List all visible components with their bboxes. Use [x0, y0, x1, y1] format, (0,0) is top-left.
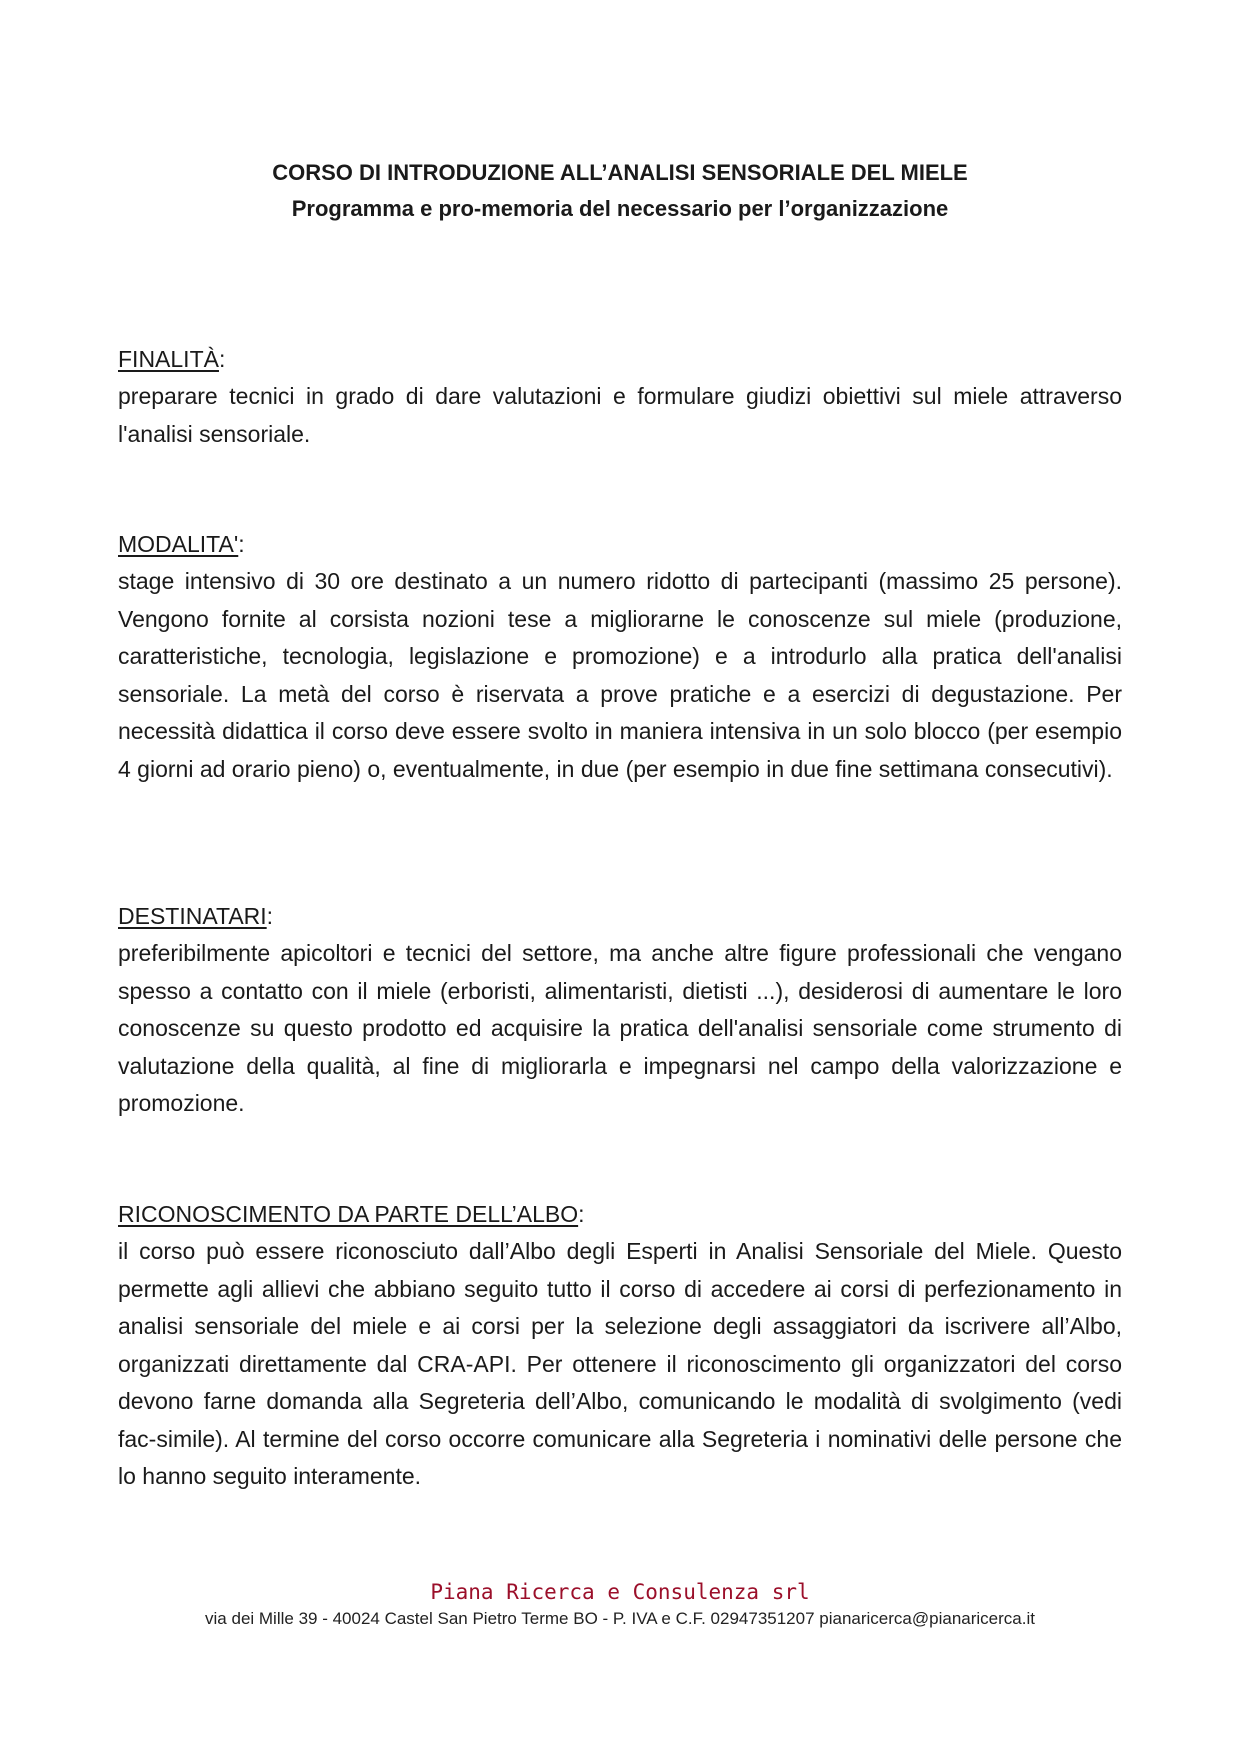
section-heading: MODALITA':: [118, 531, 245, 557]
section-heading-text: RICONOSCIMENTO DA PARTE DELL’ALBO: [118, 1201, 579, 1227]
section-finalita: [118, 341, 1122, 453]
section-body: preferibilmente apicoltori e tecnici del settore, ma anche altre figure professionali che vengano spesso a contatto con il miele (erboristi, alimentaristi, dietisti ...), desiderosi di aumentare le loro conoscenze su questo prodotto ed acquisire la pratica dell'analisi sensoriale come strumento di valutazione della qualità, al fine di migliorarla e impegnarsi nel campo della valorizzazione e promozione.: [118, 940, 1122, 1116]
section-heading-text: MODALITA': [118, 531, 239, 557]
section-destinatari: [118, 898, 1122, 1123]
document-title-block: [0, 155, 1240, 227]
document-title: CORSO DI INTRODUZIONE ALL’ANALISI SENSORIALE DEL MIELE: [272, 160, 968, 185]
footer-company-name: Piana Ricerca e Consulenza srl: [430, 1580, 810, 1604]
section-heading: FINALITÀ:: [118, 346, 226, 372]
section-heading-text: FINALITÀ: [118, 346, 219, 372]
section-modalita: [118, 526, 1122, 788]
section-heading: RICONOSCIMENTO DA PARTE DELL’ALBO:: [118, 1201, 585, 1227]
section-heading-text: DESTINATARI: [118, 903, 267, 929]
section-body: il corso può essere riconosciuto dall’Albo degli Esperti in Analisi Sensoriale del Miele. Questo permette agli allievi che abbiano seguito tutto il corso di accedere ai corsi di perfezionamento in analisi sensoriale del miele e ai corsi per la selezione degli assaggiatori da iscrivere all’Albo, organizzati direttamente dal CRA-API. Per ottenere il riconoscimento gli organizzatori del corso devono farne domanda alla Segreteria dell’Albo, comunicando le modalità di svolgimento (vedi fac-simile). Al termine del corso occorre comunicare alla Segreteria i nominativi delle persone che lo hanno seguito interamente.: [118, 1238, 1122, 1489]
page-footer: [0, 1578, 1240, 1632]
section-body: preparare tecnici in grado di dare valutazioni e formulare giudizi obiettivi sul miele attraverso l'analisi sensoriale.: [118, 383, 1122, 447]
document-subtitle: Programma e pro-memoria del necessario per l’organizzazione: [291, 196, 949, 221]
section-riconoscimento: [118, 1196, 1122, 1496]
section-body: stage intensivo di 30 ore destinato a un numero ridotto di partecipanti (massimo 25 persone). Vengono fornite al corsista nozioni tese a migliorarne le conoscenze sul miele (produzione, caratteristiche, tecnologia, legislazione e promozione) e a introdurlo alla pratica dell'analisi sensoriale. La metà del corso è riservata a prove pratiche e a esercizi di degustazione. Per necessità didattica il corso deve essere svolto in maniera intensiva in un solo blocco (per esempio 4 giorni ad orario pieno) o, eventualmente, in due (per esempio in due fine settimana consecutivi).: [118, 568, 1122, 782]
section-heading: DESTINATARI:: [118, 903, 274, 929]
footer-address: via dei Mille 39 - 40024 Castel San Pietro Terme BO - P. IVA e C.F. 02947351207 pianaricerca@pianaricerca.it: [205, 1609, 1035, 1628]
